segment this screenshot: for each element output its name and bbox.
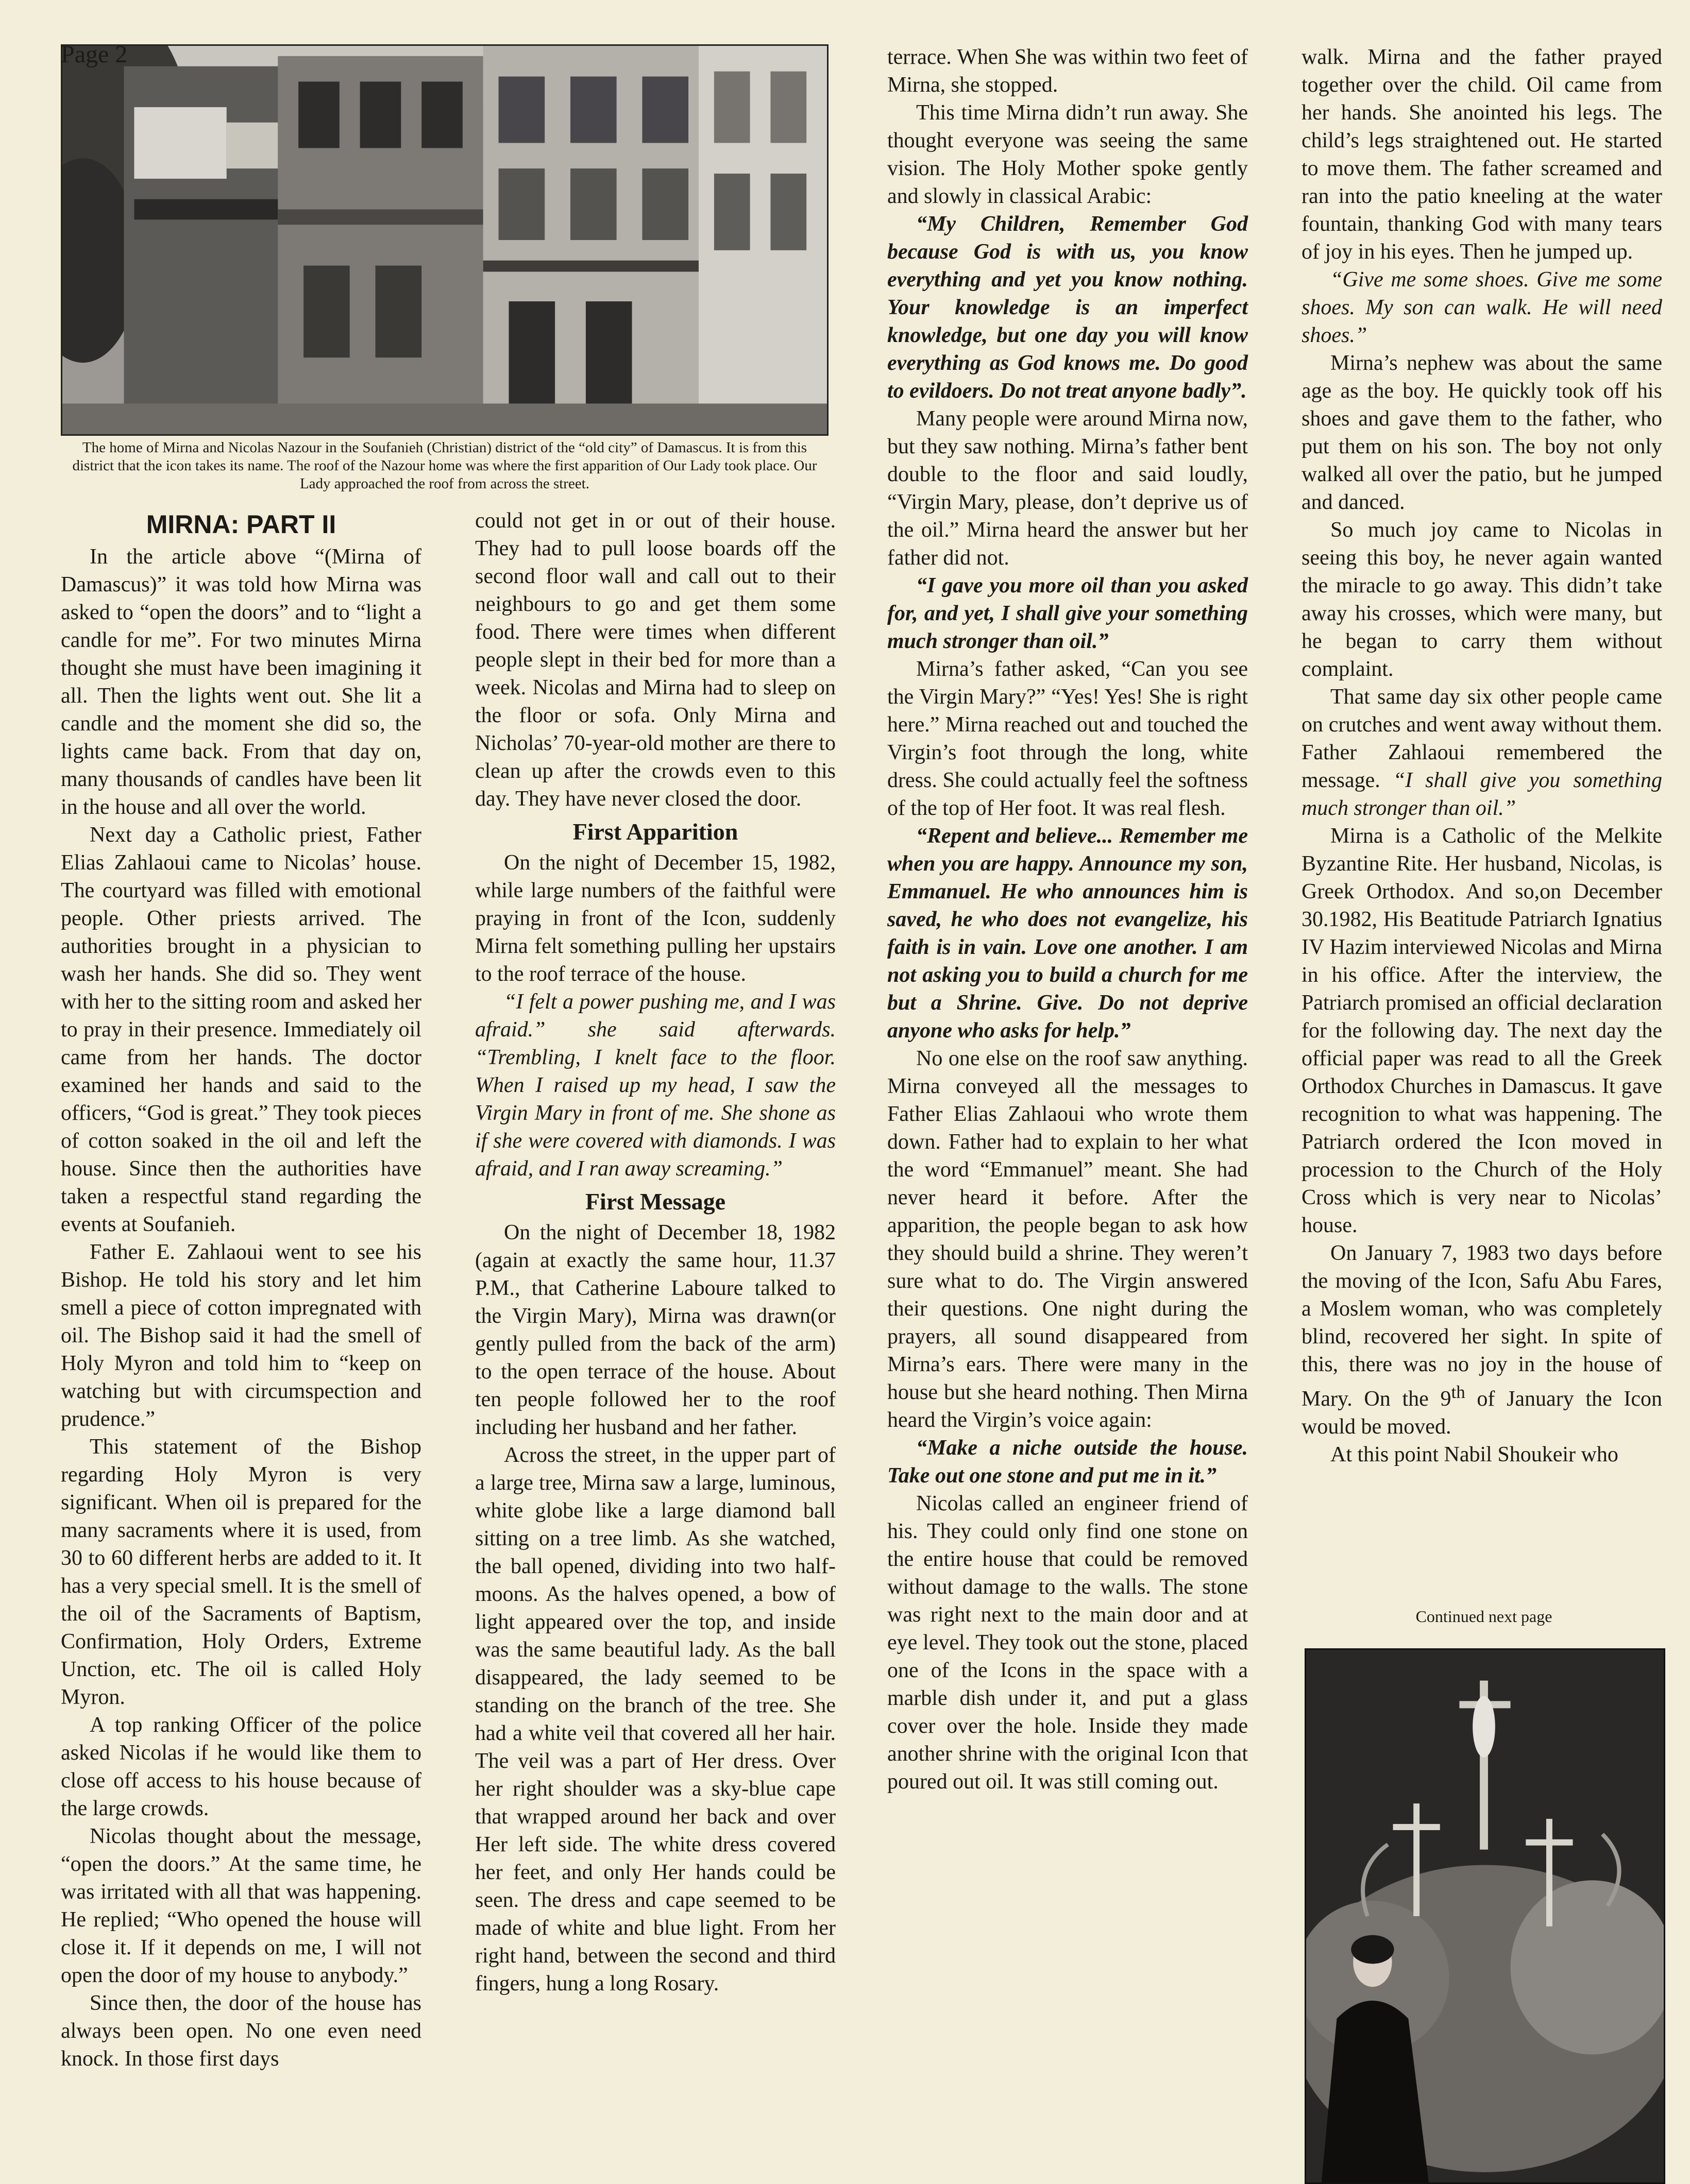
page-number: Page 2 [61,41,128,68]
paragraph: That same day six other people came on crutches and went away without them. Father Zahlaoui remembered the message. “I shall give you something much stronger than oil.” [1302,685,1662,820]
article-column-3 [887,43,1248,1796]
article-column-2 [475,507,836,1998]
message-quote: “I gave you more oil than you asked for, and yet, I shall give your something much stronger than oil.” [887,574,1248,653]
paragraph: On January 7, 1983 two days before the moving of the Icon, Safu Abu Fares, a Moslem woman, who was completely blind, recovered her sight. In spite of this, there was no joy in the house of Mary. On the 9th of January the Icon would be moved. [1302,1241,1663,1439]
paragraph: Nicolas called an engineer friend of his. They could only find one stone on the entire house that could be removed without damage to the walls. The stone was right next to the main door and at eye level. They took out the stone, placed one of the Icons in the space with a marble dish under it, and put a glass cover over the hole. Inside they made another shrine with the original Icon that poured out oil. It was still coming out. [887,1492,1248,1794]
house-photo [61,44,829,436]
paragraph: On the night of December 18, 1982 (again at exactly the same hour, 11.37 P.M., that Catherine Laboure talked to the Virgin Mary), Mirna was drawn(or gently pulled from the back of the arm) to the open terrace of the house. About ten people followed her to the roof including her husband and her father. [475,1221,836,1439]
paragraph: This time Mirna didn’t run away. She thought everyone was seeing the same vision. The Holy Mother spoke gently and slowly in classical Arabic: [887,101,1248,208]
paragraph: walk. Mirna and the father prayed together over the child. Oil came from her hands. She anointed his legs. The child’s legs straightened out. He started to move them. The father screamed and ran into the patio kneeling at the water fountain, thanking God with many tears of joy in his eyes. Then he jumped up. [1302,45,1662,264]
paragraph: Nicolas thought about the message, “open the doors.” At the same time, he was irritated with all that was happening. He replied; “Who opened the house will close it. If it depends on me, I will not open the door of my house to anybody.” [61,1824,421,1987]
paragraph: terrace. When She was within two feet of Mirna, she stopped. [887,45,1248,97]
paragraph: Across the street, in the upper part of a large tree, Mirna saw a large, luminous, white globe like a large diamond ball sitting on a tree limb. As she watched, the ball opened, dividing into two half-moons. As the halves opened, a bow of light appeared over the top, and inside was the same beautiful lady. As the ball disappeared, the lady seemed to be standing on the branch of the tree. She had a white veil that covered all her hair. The veil was a part of Her dress. Over her right shoulder was a sky-blue cape that wrapped around her back and over Her left side. The white dress covered her feet, and only Her hands could be seen. The dress and cape seemed to be made of white and blue light. From her right hand, between the second and third fingers, hung a long Rosary. [475,1443,836,1995]
article-heading: MIRNA: PART II [146,510,336,539]
paragraph: could not get in or out of their house. They had to pull loose boards off the second floor wall and call out to their neighbours to go and get them some food. There were times when different people slept in their bed for more than a week. Nicolas and Mirna had to sleep on the floor or sofa. Only Mirna and Nicholas’ 70-year-old mother are there to clean up after the crowds even to this day. They have never closed the door. [475,509,836,811]
paragraph: A top ranking Officer of the police asked Nicolas if he would like them to close off access to his house because of the large crowds. [61,1713,421,1820]
article-column-4 [1302,43,1662,1469]
message-quote: “My Children, Remember God because God is with us, you know everything and yet you know nothing. Your knowledge is an imperfect knowledge, but one day you will know everything as God knows me. Do good to evildoers. Do not treat anyone badly”. [887,212,1248,403]
message-quote: “Make a niche outside the house. Take out one stone and put me in it.” [887,1436,1248,1488]
message-quote: “Repent and believe... Remember me when you are happy. Announce my son, Emmanuel. He who announces him is saved, he who does not evangelize, his faith is in vain. Love one another. I am not asking you to build a church for me but a Shrine. Give. Do not deprive anyone who asks for help.” [887,824,1248,1043]
paragraph: Mirna is a Catholic of the Melkite Byzantine Rite. Her husband, Nicolas, is Greek Orthodox. And so,on December 30.1982, His Beatitude Patriarch Ignatius IV Hazim interviewed Nicolas and Mirna in his office. After the interview, the Patriarch promised an official declaration for the following day. The next day the official paper was read to all the Greek Orthodox Churches in Damascus. It gave recognition to what was happening. The Patriarch ordered the Icon moved in procession to the Church of the Holy Cross which is very near to Nicolas’ house. [1302,824,1662,1237]
quote-paragraph: “I felt a power pushing me, and I was afraid.” she said afterwards. “Trembling, I knelt face to the floor. When I raised up my head, I saw the Virgin Mary in front of me. She shone as if she were covered with diamonds. I was afraid, and I ran away screaming.” [475,990,836,1181]
paragraph: Mirna’s father asked, “Can you see the Virgin Mary?” “Yes! Yes! She is right here.” Mirna reached out and touched the Virgin’s foot through the long, white dress. She could actually feel the softness of the top of Her foot. It was real flesh. [887,657,1248,820]
paragraph: In the article above “(Mirna of Damascus)” it was told how Mirna was asked to “open the doors” and to “light a candle for me”. For two minutes Mirna thought she must have been imagining it all. Then the lights went out. She lit a candle and the moment she did so, the lights came back. From that day on, many thousands of candles have been lit in the house and all over the world. [61,545,421,819]
paragraph: Many people were around Mirna now, but they saw nothing. Mirna’s father bent double to the floor and said loudly, “Virgin Mary, please, don’t deprive us of the oil.” Mirna heard the answer but her father did not. [887,407,1248,570]
photo-caption: The home of Mirna and Nicolas Nazour in the Soufanieh (Christian) district of the “old city” of Damascus. It is from this district that the icon takes its name. The roof of the Nazour home was where the first apparition of Our Lady took place. Our Lady approached the roof from across the street. [72,439,817,492]
paragraph: Since then, the door of the house has always been open. No one even need knock. In those first days [61,1991,421,2071]
paragraph: No one else on the roof saw anything. Mirna conveyed all the messages to Father Elias Zahlaoui who wrote them down. Father had to explain to her what the word “Emmanuel” meant. She had never heard it before. After the apparition, the people began to ask how they should build a shrine. They weren’t sure what to do. The Virgin answered their questions. One night during the prayers, all sound disappeared from Mirna’s ears. There were many in the house but she heard nothing. Then Mirna heard the Virgin’s voice again: [887,1047,1248,1432]
paragraph: At this point Nabil Shoukeir who [1330,1443,1618,1466]
paragraph: So much joy came to Nicolas in seeing this boy, he never again wanted the miracle to go away. This didn’t take away his crosses, which were many, but he began to carry them without complaint. [1302,518,1662,681]
paragraph: Mirna’s nephew was about the same age as the boy. He quickly took off his shoes and gave them to the father, who put them on his son. The boy not only walked all over the patio, but he jumped and danced. [1302,351,1662,514]
shrine-photo [1305,1648,1665,2184]
paragraph: On the night of December 15, 1982, while large numbers of the faithful were praying in front of the Icon, suddenly Mirna felt something pulling her upstairs to the roof terrace of the house. [475,851,836,986]
article-column-1 [61,506,421,2073]
paragraph: Father E. Zahlaoui went to see his Bishop. He told his story and let him smell a piece of cotton impregnated with oil. The Bishop said it had the smell of Holy Myron and told him to “keep on watching but with circumspection and prudence.” [61,1240,421,1431]
continued-note: Continued next page [1415,1607,1552,1626]
quote-paragraph: “Give me some shoes. Give me some shoes. My son can walk. He will need shoes.” [1302,268,1662,347]
paragraph: This statement of the Bishop regarding Holy Myron is very significant. When oil is prepared for the many sacraments where it is used, from 30 to 60 different herbs are added to it. It has a very special smell. It is the smell of the oil of the Sacraments of Baptism, Confirmation, Holy Orders, Extreme Unction, etc. The oil is called Holy Myron. [61,1435,421,1709]
section-heading-first-message: First Message [585,1188,726,1215]
paragraph: Next day a Catholic priest, Father Elias Zahlaoui came to Nicolas’ house. The courtyard was filled with emotional people. Other priests arrived. The authorities brought in a physician to wash her hands. She did so. They went with her to the sitting room and asked her to pray in their presence. Immediately oil came from her hands. The doctor examined her hands and said to the officers, “God is great.” They took pieces of cotton soaked in the oil and left the house. Since then the authorities have taken a respectful stand regarding the events at Soufanieh. [61,823,421,1236]
section-heading-first-apparition: First Apparition [572,818,738,845]
